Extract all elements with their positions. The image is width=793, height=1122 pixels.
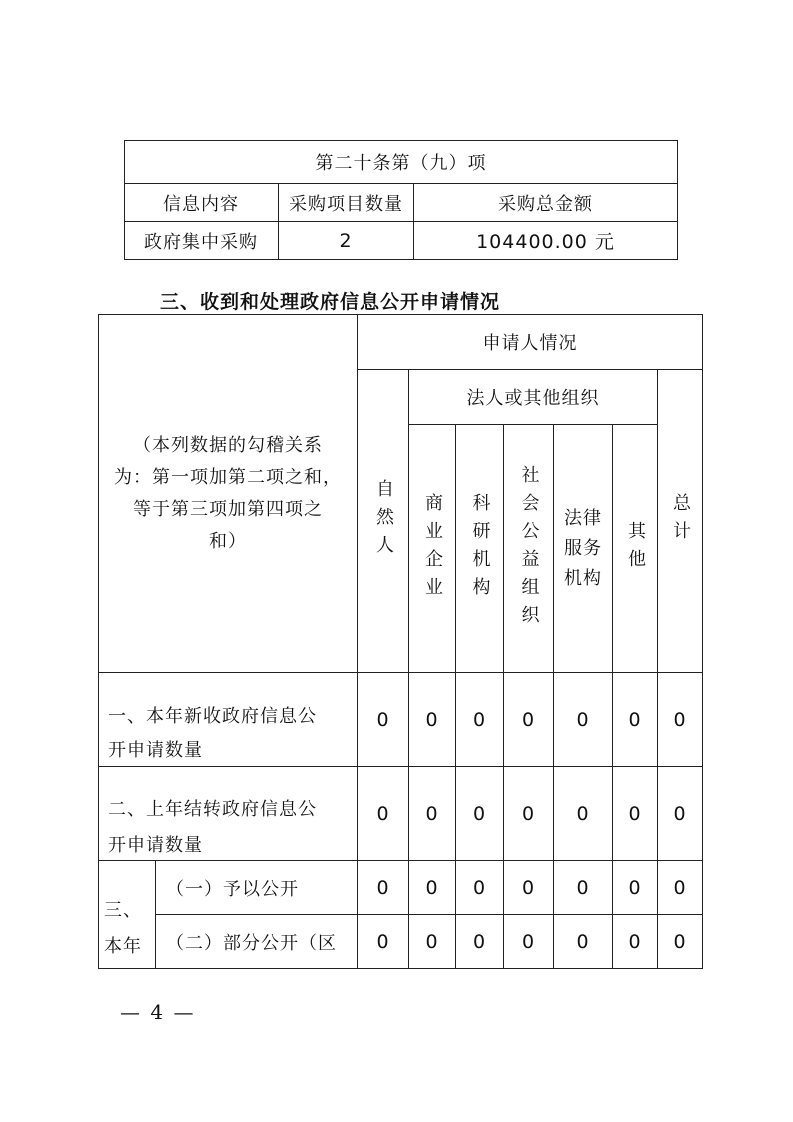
row3a-research: 0 (472, 876, 487, 899)
row3a-other: 0 (628, 876, 642, 899)
table-note-line: （本列数据的勾稽关系 (133, 434, 323, 456)
row2-legal: 0 (576, 802, 590, 825)
row2-label-line: 二、上年结转政府信息公 (108, 799, 317, 820)
row3b-other: 0 (628, 930, 642, 953)
row3a-legal: 0 (576, 876, 590, 899)
row3a-social: 0 (521, 876, 536, 899)
col-header-other (613, 425, 657, 672)
row1-legal: 0 (576, 708, 590, 731)
row2-research: 0 (472, 802, 487, 825)
col-header-legal-service-line: 机构 (564, 567, 602, 589)
col-header-legal-service-line: 法律 (564, 507, 602, 529)
col-header-business (409, 425, 455, 672)
row2-natural: 0 (376, 802, 390, 825)
row1-label-line: 开申请数量 (108, 740, 203, 761)
col-header-research-text: 科研机构 (469, 492, 491, 605)
row3b-total: 0 (673, 930, 687, 953)
col-header-total (658, 370, 702, 672)
row1-other: 0 (628, 708, 642, 731)
legal-person-header: 法人或其他组织 (466, 388, 600, 409)
table-note-line: 等于第三项加第四项之 (133, 498, 323, 520)
col-header-research (456, 425, 503, 672)
row1-total: 0 (673, 708, 687, 731)
row3b-label: （二）部分公开（区 (166, 932, 337, 954)
row3a-business: 0 (425, 876, 439, 899)
page-number: — 4 — (120, 1000, 196, 1024)
row2-total: 0 (673, 802, 687, 825)
row1-business: 0 (425, 708, 439, 731)
table-note-line: 为：第一项加第二项之和， (114, 466, 342, 488)
applicant-header: 申请人情况 (482, 333, 578, 354)
row2-social: 0 (521, 802, 536, 825)
row1-research: 0 (472, 708, 487, 731)
table-note (99, 315, 357, 672)
row3-group-label-line: 本年 (104, 936, 142, 957)
col-header-total-text: 总计 (670, 493, 691, 549)
row3a-natural: 0 (376, 876, 390, 899)
header-info-content: 信息内容 (163, 193, 239, 215)
col-header-legal-service-line: 服务 (564, 537, 602, 559)
row3b-research: 0 (472, 930, 487, 953)
table-note-line: 和） (209, 530, 247, 552)
col-header-business-text: 商业企业 (422, 492, 443, 605)
row1-label (108, 700, 317, 768)
row3b-business: 0 (425, 930, 439, 953)
row3b-natural: 0 (376, 930, 390, 953)
row1-natural: 0 (376, 708, 390, 731)
cell-info-content: 政府集中采购 (144, 231, 258, 253)
row3b-legal: 0 (576, 930, 590, 953)
row2-other: 0 (628, 802, 642, 825)
col-header-social (504, 425, 553, 672)
row2-label-line: 开申请数量 (108, 835, 203, 856)
header-total-amount: 采购总金额 (498, 193, 593, 215)
row3a-label: （一）予以公开 (166, 878, 299, 900)
row3-group-label-line: 三、 (104, 900, 142, 921)
col-header-other-text: 其他 (625, 520, 646, 577)
cell-project-count: 2 (339, 229, 353, 252)
col-header-legal-service (554, 425, 612, 672)
row1-label-line: 一、本年新收政府信息公 (108, 706, 317, 727)
section-heading: 三、收到和处理政府信息公开申请情况 (160, 291, 501, 313)
row1-social: 0 (521, 708, 536, 731)
cell-total-amount: 104400.00 元 (476, 231, 615, 253)
col-header-natural-person-text: 自然人 (373, 479, 394, 563)
row3-group-label (104, 893, 142, 965)
header-project-count: 采购项目数量 (289, 193, 403, 215)
col-header-social-text: 社会公益组织 (518, 464, 540, 633)
row3a-total: 0 (673, 876, 687, 899)
row3b-social: 0 (521, 930, 536, 953)
row2-label (108, 792, 317, 864)
col-header-natural-person (358, 370, 408, 672)
procurement-table-title: 第二十条第（九）项 (315, 153, 487, 174)
row2-business: 0 (425, 802, 439, 825)
